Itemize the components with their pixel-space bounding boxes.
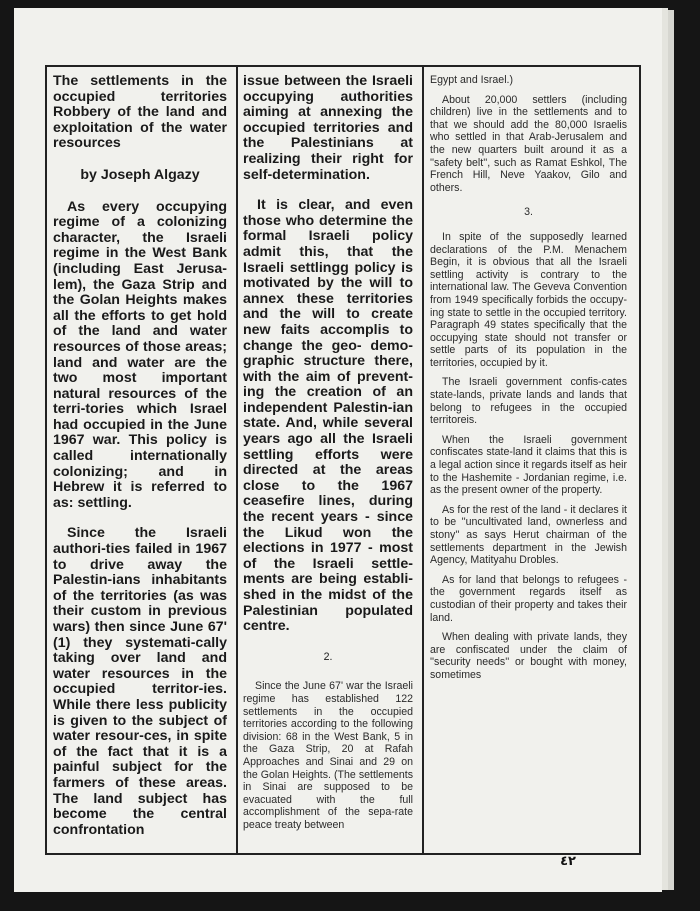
paragraph: As for land that belongs to refugees - the government regards itself as custodian of their property and takes their land.	[430, 573, 627, 624]
paragraph: Since the Israeli authori-ties failed in 1967 to drive away the Palestin-ians inhabitants of the territories (as was their custom in previous wars) then since June 67' (1) they systemati-cally taking over land and water resources in the occupied territor-ies. While there less publicity is given to the subject of water resour-ces, in spite of the fact that it is a painful subject for the farmers of these areas. The land subject has become the central confrontation	[53, 525, 227, 838]
paragraph: Since the June 67' war the Israeli regime has established 122 settlements in the occupied territories according to the following division: 68 in the West Bank, 5 in the Gaza Strip, 20 at Rafah Approaches and Sinai and 29 on the Golan Heights. (The settlements in Sinai are supposed to be evacuated with the full accomplishment of the sepa-rate peace treaty between	[243, 680, 413, 831]
column-divider	[236, 67, 238, 853]
document-page	[14, 8, 662, 892]
column-1	[53, 74, 227, 838]
page-number: ٤٢	[560, 853, 576, 868]
column-3	[430, 74, 627, 682]
paragraph: It is clear, and even those who determine the formal Israeli policy admit this, that the Israeli settlingg policy is motivated by the will to annex these territories and the will to create new faits accomplis to change the geo- demo-graphic structure there, with the aim of prevent-ing the creation of an independent Palestin-ian state. And, while several years ago all the Israeli settling efforts were directed at the areas close to the 1967 ceasefire lines, during the recent years - since the Likud won the elections in 1977 - most of the Israeli settle-ments are being establi-shed in the midst of the Palestinian populated centre.	[243, 197, 413, 635]
paragraph: As for the rest of the land - it declares it to be ''uncultivated land, ownerless and stony'' as says Herut chairman of the settlements department in the Jewish Agency, Matityahu Drobles.	[430, 503, 627, 567]
article-frame	[45, 65, 641, 855]
paragraph: issue between the Israeli occupying authorities aiming at annexing the occupied territories and the Palestinians at realizing their right for self-determination.	[243, 74, 413, 183]
column-2	[243, 74, 413, 832]
article-author: by Joseph Algazy	[80, 166, 200, 183]
paragraph: When the Israeli government confiscates state-land it claims that this is a legal action since it regards itself as heir to the Hashemite - Jordanian regime, i.e. as the present owner of the property.	[430, 433, 627, 497]
paragraph: Egypt and Israel.)	[430, 74, 514, 86]
paragraph: The Israeli government confis-cates state-lands, private lands and lands that belong to refugees in the occupied territoreis.	[430, 376, 627, 427]
paragraph: As every occupying regime of a colonizing character, the Israeli regime in the West Bank (including East Jerusa-lem), the Gaza Strip and the Golan Heights makes all the efforts to get hold of the land and water resources of those areas; land and water are the two most important natural resources of the terri-tories which Israel had occupied in the June 1967 war. This policy is called internationally colonizing; and in Hebrew it is referred to as: settling.	[53, 198, 227, 511]
paragraph: In spite of the supposedly learned declarations of the P.M. Menachem Begin, it is obvious that all the Israeli settling activity is contrary to the international law. The Geveva Convention from 1949 specifically forbids the occupy-ing state to settle in the occupied territory. Paragraph 49 states specifically that the occupying state should not transfer or settle parts of its population in the territories, occupied by it.	[430, 230, 627, 369]
paragraph: When dealing with private lands, they are confiscated under the claim of ''security needs'' or bought with money, sometimes	[430, 631, 627, 681]
section-number: 2.	[323, 650, 333, 663]
column-divider	[422, 67, 424, 853]
paragraph: About 20,000 settlers (including children) live in the settlements and to that we should add the 80,000 Israelis who settled in that Arab-Jerusalem and the new quarters built around it as a ''safety belt'', such as Ramat Eshkol, The French Hill, Neve Yaakov, Gilo and others.	[430, 93, 627, 194]
article-title: The settlements in the occupied territories Robbery of the land and exploitation of the water resources	[53, 74, 227, 152]
section-number: 3.	[524, 206, 533, 219]
